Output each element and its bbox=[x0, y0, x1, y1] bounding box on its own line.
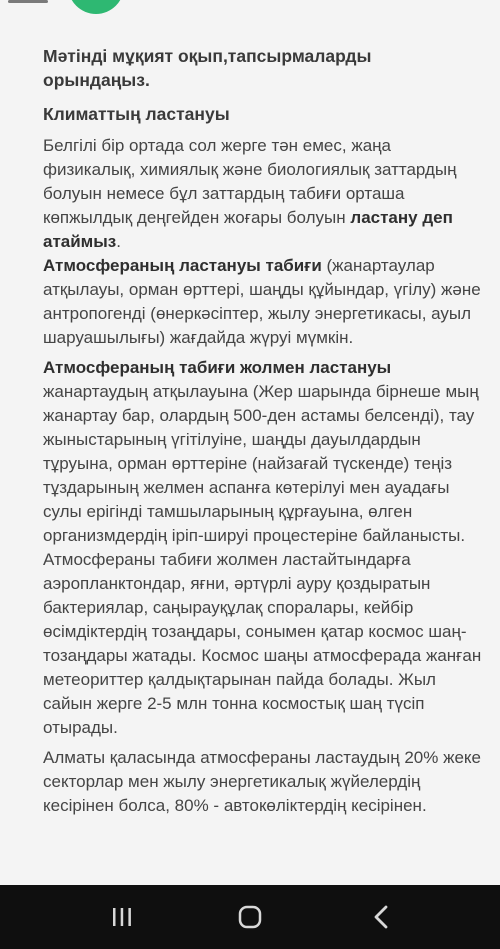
definition-end: . bbox=[116, 232, 121, 251]
answer-content bbox=[43, 44, 483, 824]
natural-way-text: жанартаудың атқылауына (Жер шарында бірнеше мың жанартау бар, олардың 500-ден астамы белсенді), тау жыныстарының үгітілуіне, шаңды дауылдардын тұруына, орман өрттеріне (найзағай түскенде) теңіз тұздарының желмен аспанға көтерілуі мен ауадағы сулы ерігінді тамшыларының құрғауына, өлген организмдердің іріп-шируі процестеріне байланысты. Атмосфераны табиғи жолмен ластайтындарға аэропланктондар, яғни, әртүрлі ауру қоздыратын бактериялар, саңырауқұлақ споралары, кейбір өсімдіктердің тозаңдары, сонымен қатар космос шаң-тозаңдары жатады. Космос шаңы атмосферада жанған метеориттер қалдықтарынан пайда болады. Жыл сайын жерге 2-5 млн тонна космостық шаң түсіп отырады. bbox=[43, 382, 482, 737]
menu-icon[interactable] bbox=[8, 0, 48, 3]
system-navigation-bar bbox=[0, 885, 500, 949]
definition-bold: ластану деп атаймыз bbox=[43, 208, 453, 251]
text-title: Климаттың ластануы bbox=[43, 104, 230, 124]
back-icon[interactable] bbox=[362, 901, 402, 933]
avatar[interactable] bbox=[68, 0, 124, 14]
paragraph-definition bbox=[43, 134, 483, 350]
natural-pollution-bold: Атмосфераның ластануы табиғи bbox=[43, 256, 322, 275]
natural-pollution-text: (жанартаулар атқылауы, орман өрттері, шаңды құйындар, үгілу) және антропогенді (өнеркәсіптер, жылу энергетикасы, ауыл шаруашылығы) жағдайда жүруі мүмкін. bbox=[43, 256, 481, 347]
recents-icon[interactable] bbox=[102, 901, 142, 933]
paragraph-natural-pollution bbox=[43, 356, 483, 740]
natural-way-bold: Атмосфераның табиғи жолмен ластануы bbox=[43, 358, 392, 377]
definition-text: Белгілі бір ортада сол жерге тән емес, жаңа физикалық, химиялық және биологиялық заттардың болуын немесе бұл заттардың табиғи орташа көпжылдық деңгейден жоғары болуын bbox=[43, 136, 457, 227]
task-heading: Мәтінді мұқият оқып,тапсырмаларды орындаңыз. bbox=[43, 46, 372, 90]
top-bar bbox=[0, 0, 500, 18]
home-icon[interactable] bbox=[230, 901, 270, 933]
paragraph-almaty: Алматы қаласында атмосфераны ластаудың 20% жеке секторлар мен жылу энергетикалық жүйелердің кесірінен болса, 80% - автокөліктердің кесірінен. bbox=[43, 748, 481, 815]
